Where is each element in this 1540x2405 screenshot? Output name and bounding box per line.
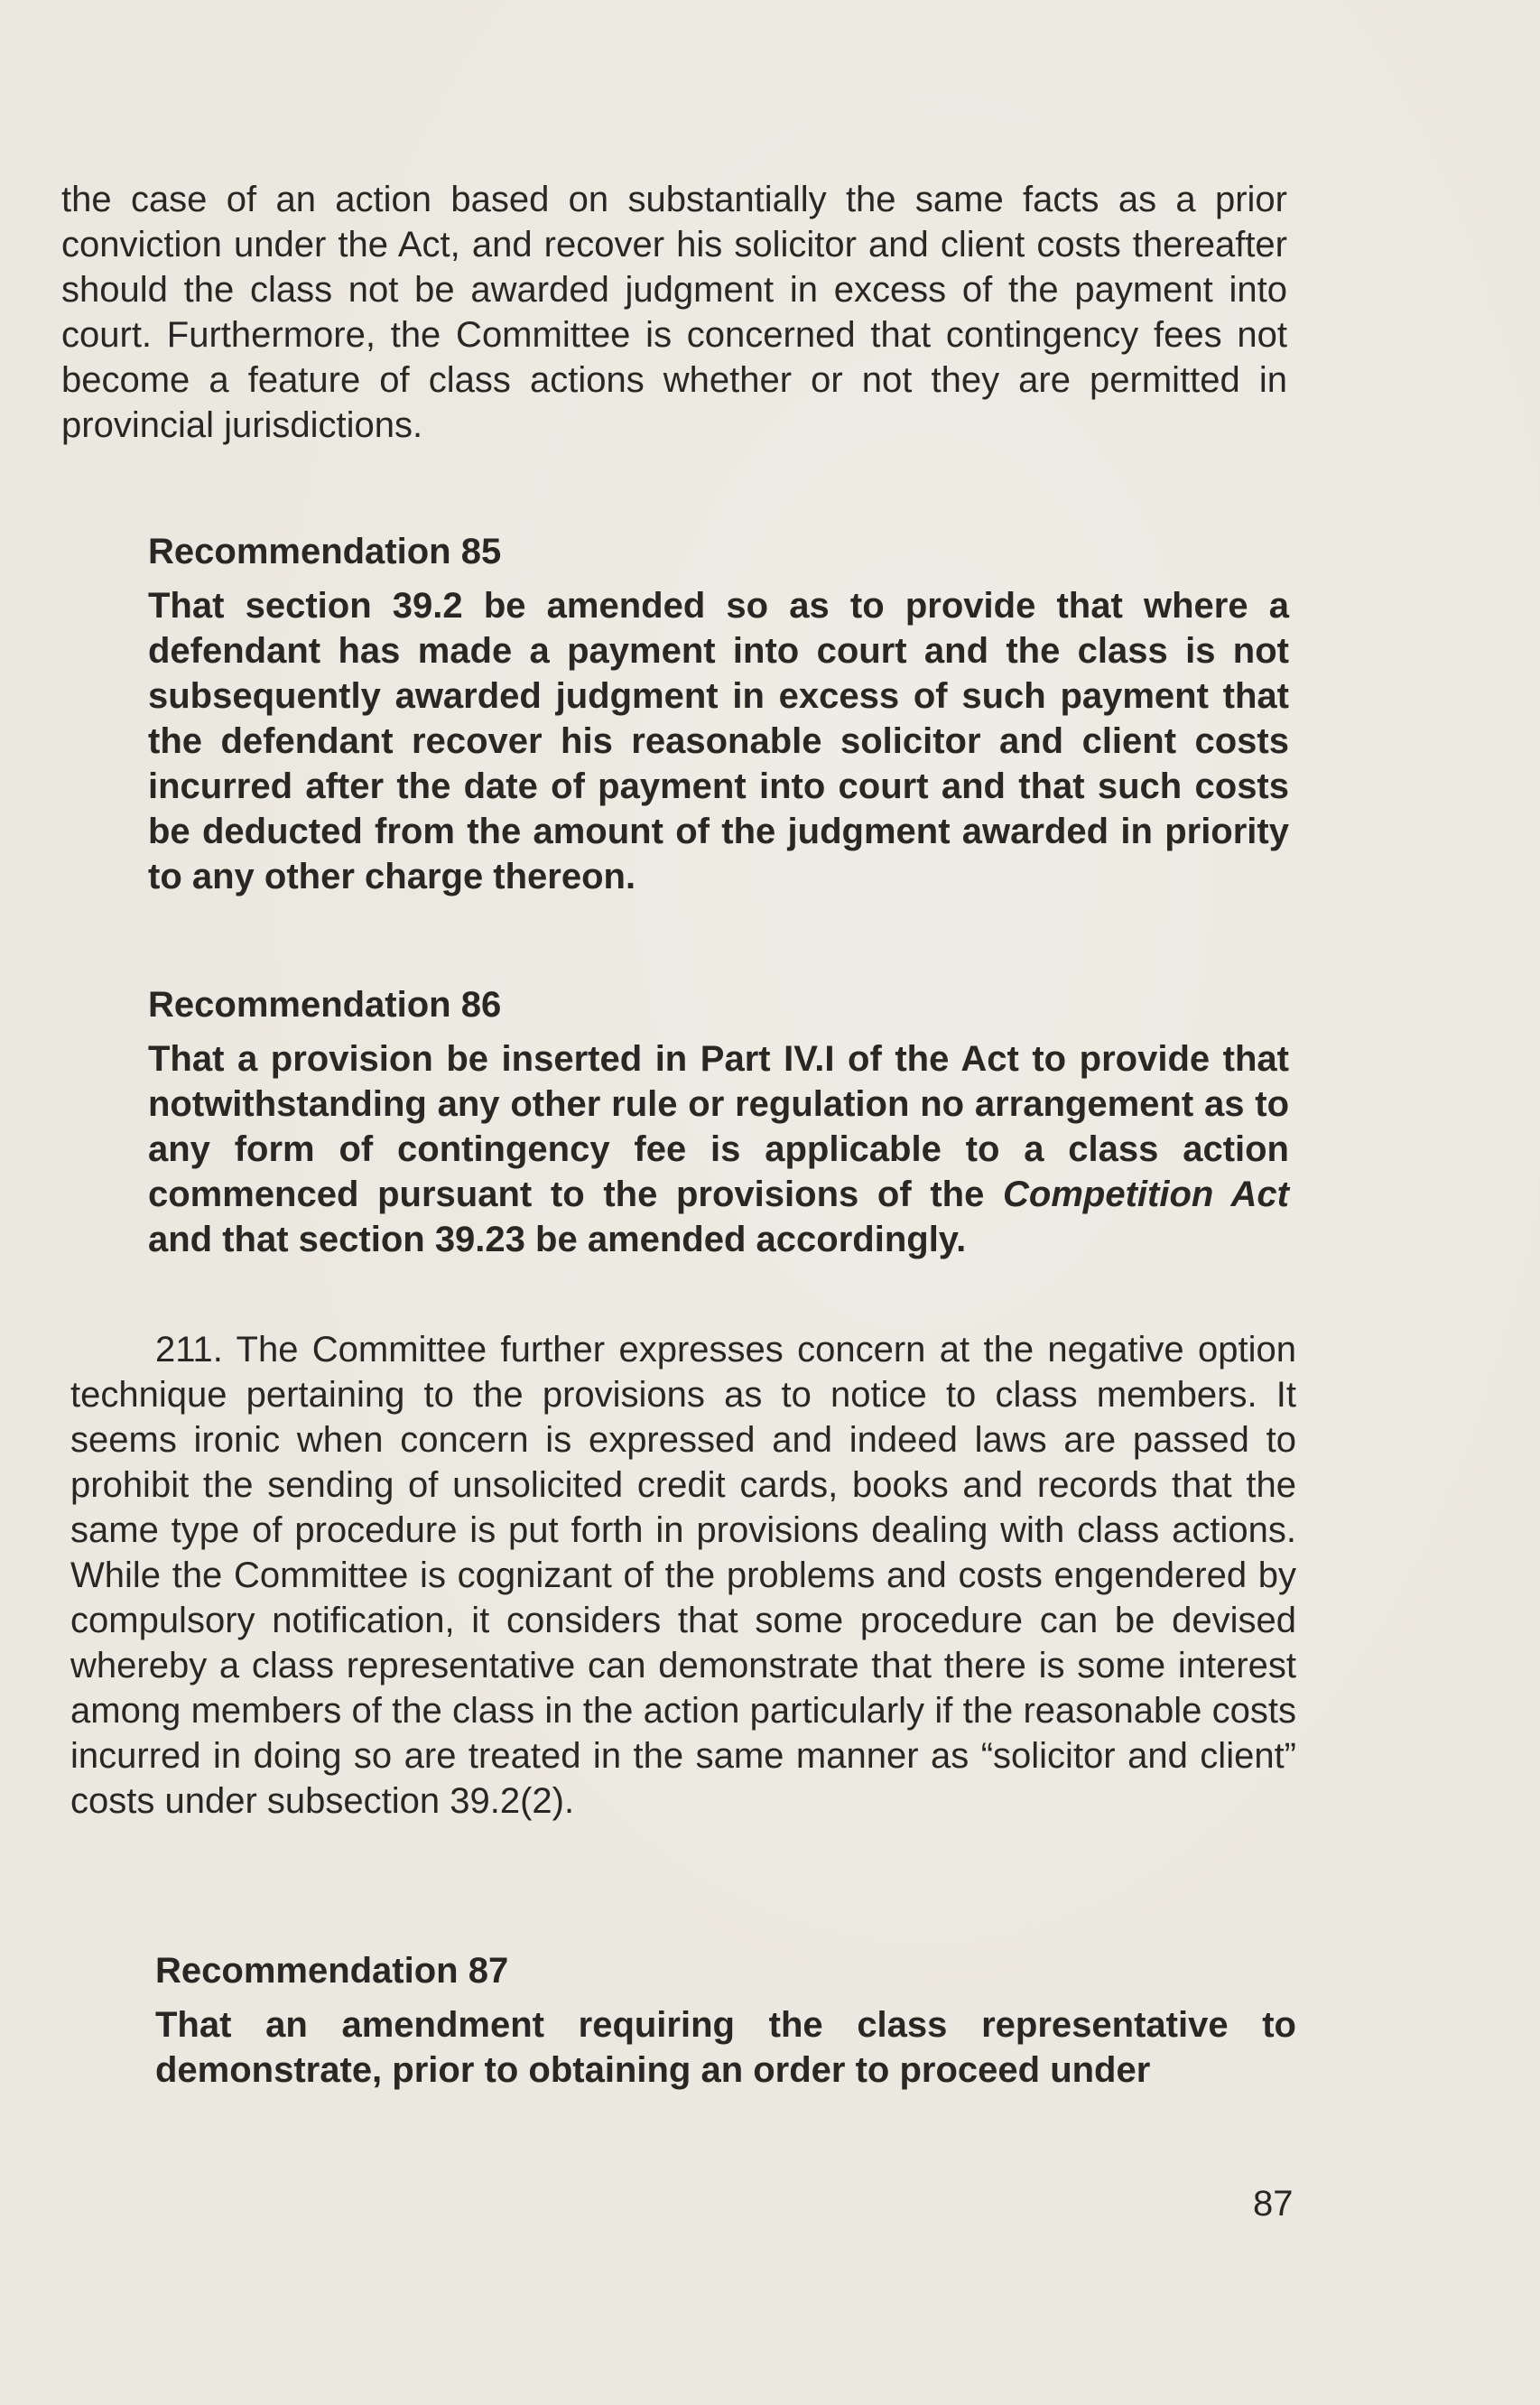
recommendation-86-body <box>148 1036 1289 1262</box>
recommendation-86-heading: Recommendation 86 <box>148 985 502 1025</box>
paragraph-continuation-text: the case of an action based on substantially the same facts as a prior conviction under the Act, and recover his solicitor and client costs thereafter should the class not be awarded judgment in excess of the payment into court. Furthermore, the Committee is concerned that contingency fees not become a feature of class actions whether or not they are permitted in provincial jurisdictions. <box>61 180 1287 445</box>
recommendation-86 <box>148 982 1289 1262</box>
page-number: 87 <box>1253 2184 1294 2224</box>
recommendation-87-heading: Recommendation 87 <box>155 1951 509 1991</box>
recommendation-85-body: That section 39.2 be amended so as to provide that where a defendant has made a payment into court and the class is not subsequently awarded judgment in excess of such payment that the defendant recover his reasonable solicitor and client costs incurred after the date of payment into court and that such costs be deducted from the amount of the judgment awarded in priority to any other charge thereon. <box>148 586 1289 896</box>
recommendation-86-body-start: That a provision be inserted in Part IV.I of the Act to provide that notwithstanding any other rule or regulation no arrangement as to any form of contingency fee is applicable to a class action commenced pursuant to the provisions of the <box>148 1039 1289 1214</box>
recommendation-86-act-title: Competition Act <box>1003 1175 1289 1214</box>
recommendation-87 <box>155 1948 1296 2093</box>
paragraph-211 <box>70 1327 1296 1824</box>
recommendation-86-body-end: and that section 39.23 be amended accordingly. <box>148 1220 967 1259</box>
continuation-paragraph <box>61 177 1287 448</box>
recommendation-85 <box>148 529 1289 899</box>
paragraph-211-text: 211. The Committee further expresses concern at the negative option technique pertaining to the provisions as to notice to class members. It seems ironic when concern is expressed and indeed laws are passed to prohibit the sending of unsolicited credit cards, books and records that the same type of procedure is put forth in provisions dealing with class actions. While the Committee is cognizant of the problems and costs engendered by compulsory notification, it considers that some procedure can be devised whereby a class representative can demonstrate that there is some interest among members of the class in the action particularly if the reasonable costs incurred in doing so are treated in the same manner as “solicitor and client” costs under subsection 39.2(2). <box>70 1330 1296 1821</box>
recommendation-85-heading: Recommendation 85 <box>148 532 502 571</box>
recommendation-87-body: That an amendment requiring the class representative to demonstrate, prior to obtaining an order to proceed under <box>155 2005 1296 2090</box>
